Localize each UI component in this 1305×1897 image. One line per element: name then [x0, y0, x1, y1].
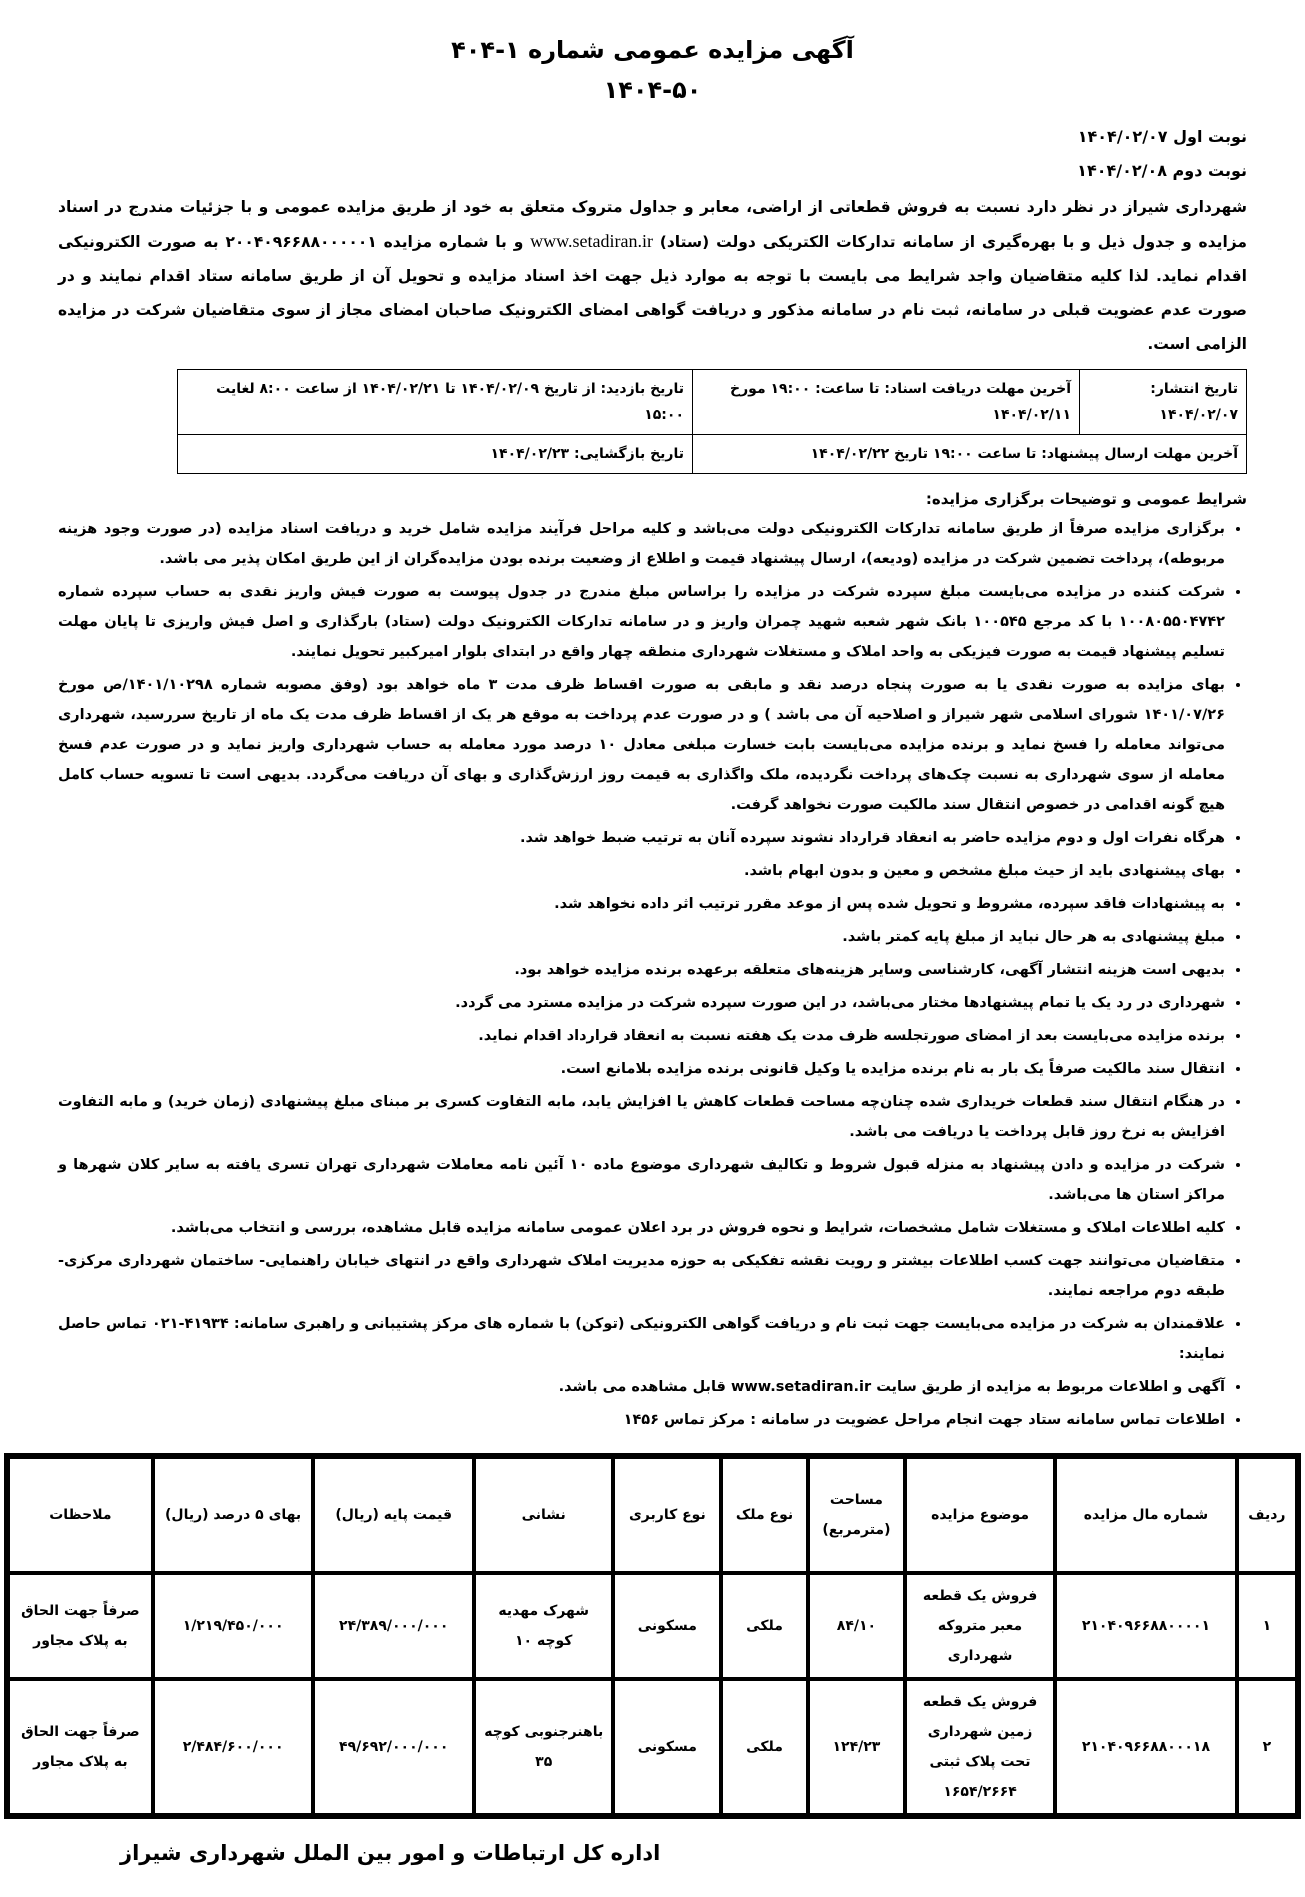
- table-cell: ۲: [1237, 1679, 1297, 1815]
- table-header-row: [8, 1457, 1297, 1573]
- doc-deadline: آخرین مهلت دریافت اسناد: تا ساعت: ۱۹:۰۰ مورخ ۱۴۰۴/۰۲/۱۱: [693, 370, 1080, 435]
- table-cell: صرفاً جهت الحاق به پلاک مجاور: [8, 1573, 153, 1679]
- column-header: مساحت (مترمربع): [808, 1457, 905, 1573]
- column-header: نوع کاربری: [613, 1457, 721, 1573]
- table-cell: شهرک مهدیه کوچه ۱۰: [474, 1573, 613, 1679]
- intro-text-1: شهرداری شیراز در نظر دارد نسبت به فروش قطعاتی از اراضی، معابر و جداول متروک متعلق به خود از طریق مزایده عمومی و با جزئیات مندرج در اسناد مزایده و جدول ذیل و با بهره‌گیری از سامانه تدارکات الکتریکی دولت (ستاد): [58, 198, 1247, 251]
- table-cell: ۱: [1237, 1573, 1297, 1679]
- table-cell: ۲۱۰۴۰۹۶۶۸۸۰۰۰۱۸: [1055, 1679, 1237, 1815]
- column-header: نشانی: [474, 1457, 613, 1573]
- table-cell: ۲/۴۸۴/۶۰۰/۰۰۰: [153, 1679, 314, 1815]
- column-header: ردیف: [1237, 1457, 1297, 1573]
- condition-item: • در هنگام انتقال سند قطعات خریداری شده چنان‌چه مساحت قطعات کاهش یا افزایش یابد، مابه التفاوت کسری بر مبنای مبلغ پیشنهادی (زمان خرید) و مابه التفاوت افزایش به نرخ روز قابل پرداخت یا دریافت می باشد.: [58, 1087, 1225, 1147]
- intro-text-2: و با شماره مزایده ۲۰۰۴۰۹۶۶۸۸۰۰۰۰۰۱ به صورت الکترونیکی اقدام نماید. لذا کلیه متقاضیان واجد شرایط می بایست با توجه به موارد ذیل جهت اخذ اسناد مزایده و تحویل آن از طریق سامانه ستاد اقدام نمایند و در صورت عدم عضویت قبلی در سامانه، ثبت نام در سامانه مذکور و دریافت گواهی امضای الکترونیک صاحبان امضای مجاز از سوی متقاضیان شرکت در مزایده الزامی است.: [58, 233, 1247, 353]
- publish-date: تاریخ انتشار: ۱۴۰۴/۰۲/۰۷: [1080, 370, 1247, 435]
- condition-item: • بهای پیشنهادی باید از حیث مبلغ مشخص و معین و بدون ابهام باشد.: [58, 856, 1225, 886]
- column-header: شماره مال مزایده: [1055, 1457, 1237, 1573]
- column-header: بهای ۵ درصد (ریال): [153, 1457, 314, 1573]
- footer-issuer: اداره کل ارتباطات و امور بین الملل شهرداری شیراز: [120, 1841, 661, 1865]
- visit-date: تاریخ بازدید: از تاریخ ۱۴۰۴/۰۲/۰۹ تا ۱۴۰۴/۰۲/۲۱ از ساعت ۸:۰۰ لغایت ۱۵:۰۰: [178, 370, 693, 435]
- table-cell: ۲۱۰۴۰۹۶۶۸۸۰۰۰۰۱: [1055, 1573, 1237, 1679]
- title-text: آگهی مزایده عمومی شماره ۱-۴۰۴: [451, 36, 854, 64]
- info-table: [177, 369, 1247, 474]
- condition-item: • انتقال سند مالکیت صرفاً یک بار به نام برنده مزایده یا وکیل قانونی برنده مزایده بلامانع است.: [58, 1054, 1225, 1084]
- conditions-heading: شرایط عمومی و توضیحات برگزاری مزایده:: [925, 490, 1247, 508]
- condition-item: • آگهی و اطلاعات مربوط به مزایده از طریق سایت www.setadiran.ir قابل مشاهده می باشد.: [58, 1372, 1225, 1402]
- condition-item: • مبلغ پیشنهادی به هر حال نباید از مبلغ پایه کمتر باشد.: [58, 922, 1225, 952]
- conditions-list: [58, 514, 1247, 1435]
- table-cell: ملکی: [721, 1573, 808, 1679]
- condition-item: • علاقمندان به شرکت در مزایده می‌بایست جهت ثبت نام و دریافت گواهی الکترونیکی (توکن) با شماره های مرکز پشتیبانی و راهبری سامانه: ۴۱۹۳۴-۰۲۱ تماس حاصل نمایند:: [58, 1309, 1225, 1369]
- table-row: [8, 1573, 1297, 1679]
- condition-item: • شهرداری در رد یک یا تمام پیشنهادها مختار می‌باشد، در این صورت سپرده شرکت در مزایده مسترد می گردد.: [58, 988, 1225, 1018]
- table-cell: مسکونی: [613, 1679, 721, 1815]
- condition-item: • بهای مزایده به صورت نقدی یا به صورت پنجاه درصد نقد و مابقی به صورت اقساط ظرف مدت ۳ ماه خواهد بود (وفق مصوبه شماره ۱۴۰۱/۱۰۲۹۸/ص مورخ ۱۴۰۱/۰۷/۲۶ شورای اسلامی شهر شیراز و اصلاحیه آن می باشد ) و در صورت عدم پرداخت به موقع هر یک از اقساط ظرف مدت یک ماه از تاریخ سررسید، شهرداری می‌تواند معامله را فسخ نماید و برنده مزایده می‌بایست بابت خسارت مبلغی معادل ۱۰ درصد مورد معامله به حساب شهرداری واریز نماید و در صورت عدم فسخ معامله از سوی شهرداری به نسبت چک‌های پرداخت نگردیده، ملک واگذاری به قیمت روز ارزش‌گذاری و بهای آن دریافت می‌گردد. بدیهی است تا تسویه حساب کامل هیچ گونه اقدامی در خصوص انتقال سند مالکیت صورت نخواهد گرفت.: [58, 670, 1225, 820]
- table-cell: ۴۹/۶۹۲/۰۰۰/۰۰۰: [313, 1679, 474, 1815]
- table-row: [8, 1679, 1297, 1815]
- column-header: ملاحظات: [8, 1457, 153, 1573]
- condition-item: • شرکت در مزایده و دادن پیشنهاد به منزله قبول شروط و تکالیف شهرداری موضوع ماده ۱۰ آئین نامه معاملات شهرداری تهران تسری یافته به سایر کلان شهرها و مراکز استان ها می‌باشد.: [58, 1150, 1225, 1210]
- table-cell: ۱/۲۱۹/۴۵۰/۰۰۰: [153, 1573, 314, 1679]
- table-cell: ۱۲۴/۲۳: [808, 1679, 905, 1815]
- setad-url[interactable]: www.setadiran.ir: [530, 231, 653, 251]
- condition-item: • برگزاری مزایده صرفاً از طریق سامانه تدارکات الکترونیکی دولت می‌باشد و کلیه مراحل فرآیند مزایده شامل خرید و دریافت اسناد مزایده (در صورت وجود هزینه مربوطه)، پرداخت تضمین شرکت در مزایده (ودیعه)، ارسال پیشنهاد قیمت و اطلاع از وضعیت برنده بودن مزایده‌گران از این طریق امکان پذیر می باشد.: [58, 514, 1225, 574]
- auction-items-table: [4, 1453, 1301, 1819]
- condition-item: • متقاضیان می‌توانند جهت کسب اطلاعات بیشتر و رویت نقشه تفکیکی به حوزه مدیریت املاک شهرداری واقع در انتهای خیابان راهنمایی- ساختمان شهرداری مرکزی- طبقه دوم مراجعه نمایند.: [58, 1246, 1225, 1306]
- table-cell: صرفاً جهت الحاق به پلاک مجاور: [8, 1679, 153, 1815]
- intro-paragraph: [58, 190, 1247, 361]
- subtitle-text: ۱۴۰۴-۵۰: [603, 76, 702, 104]
- condition-item: • اطلاعات تماس سامانه ستاد جهت انجام مراحل عضویت در سامانه : مرکز تماس ۱۴۵۶: [58, 1405, 1225, 1435]
- column-header: نوع ملک: [721, 1457, 808, 1573]
- offer-deadline: آخرین مهلت ارسال پیشنهاد: تا ساعت ۱۹:۰۰ تاریخ ۱۴۰۴/۰۲/۲۲: [693, 435, 1247, 474]
- second-publication: نوبت دوم ۱۴۰۴/۰۲/۰۸: [1077, 161, 1247, 180]
- column-header: موضوع مزایده: [905, 1457, 1055, 1573]
- column-header: قیمت پایه (ریال): [313, 1457, 474, 1573]
- table-cell: ۲۴/۳۸۹/۰۰۰/۰۰۰: [313, 1573, 474, 1679]
- condition-item: • هرگاه نفرات اول و دوم مزایده حاضر به انعقاد قرارداد نشوند سپرده آنان به ترتیب ضبط خواهد شد.: [58, 823, 1225, 853]
- table-cell: ملکی: [721, 1679, 808, 1815]
- condition-item: • برنده مزایده می‌بایست بعد از امضای صورتجلسه ظرف مدت یک هفته نسبت به انعقاد قرارداد اقدام نماید.: [58, 1021, 1225, 1051]
- opening-date: تاریخ بازگشایی: ۱۴۰۴/۰۲/۲۳: [178, 435, 693, 474]
- condition-item: • بدیهی است هزینه انتشار آگهی، کارشناسی وسایر هزینه‌های متعلقه برعهده برنده مزایده خواهد بود.: [58, 955, 1225, 985]
- condition-item: • کلیه اطلاعات املاک و مستغلات شامل مشخصات، شرایط و نحوه فروش در برد اعلان عمومی سامانه مزایده قابل مشاهده، بررسی و انتخاب می‌باشد.: [58, 1213, 1225, 1243]
- table-cell: فروش یک قطعه زمین شهرداری تحت پلاک ثبتی ۱۶۵۴/۲۶۶۴: [905, 1679, 1055, 1815]
- condition-item: • به پیشنهادات فاقد سپرده، مشروط و تحویل شده پس از موعد مقرر ترتیب اثر داده نخواهد شد.: [58, 889, 1225, 919]
- table-cell: ۸۴/۱۰: [808, 1573, 905, 1679]
- table-cell: مسکونی: [613, 1573, 721, 1679]
- first-publication: نوبت اول ۱۴۰۴/۰۲/۰۷: [1077, 127, 1247, 146]
- notice-title: [58, 30, 1247, 110]
- condition-item: • شرکت کننده در مزایده می‌بایست مبلغ سپرده شرکت در مزایده را براساس مبلغ مندرج در جدول پیوست به صورت فیش واریز نقدی به حساب سپرده شماره ۱۰۰۸۰۵۵۰۴۷۴۲ با کد مرجع ۱۰۰۵۴۵ بانک شهر شعبه شهید چمران واریز و در سامانه تدارکات الکترونیک دولت (ستاد) بارگذاری و اصل فیش واریزی تا پایان مهلت تسلیم پیشنهاد قیمت به صورت فیزیکی به واحد املاک و مستغلات شهرداری منطقه چهار واقع در ابتدای بلوار امیرکبیر تحویل نمایند.: [58, 577, 1225, 667]
- table-cell: فروش یک قطعه معبر متروکه شهرداری: [905, 1573, 1055, 1679]
- table-cell: باهنرجنوبی کوچه ۳۵: [474, 1679, 613, 1815]
